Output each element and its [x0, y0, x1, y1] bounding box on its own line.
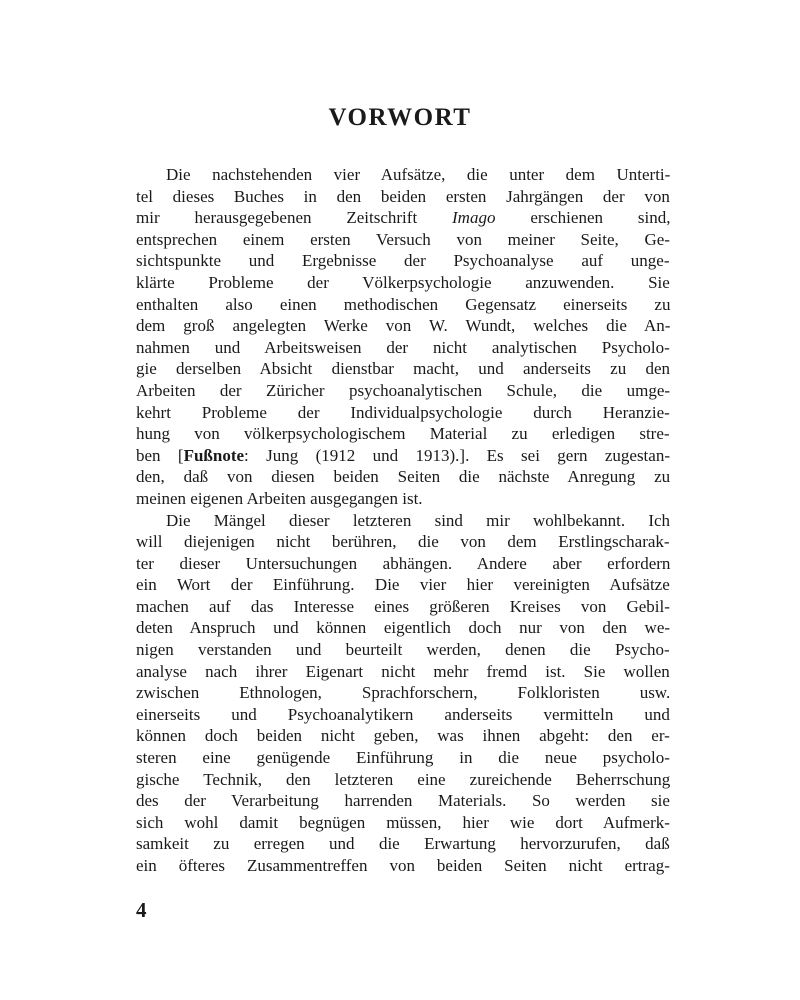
text-line: kehrt Probleme der Individualpsychologie durch Heranzie- — [136, 402, 670, 422]
text-line: ben [Fußnote: Jung (1912 und 1913).]. Es sei gern zugestan- — [136, 445, 670, 465]
text-line: samkeit zu erregen und die Erwartung hervorzurufen, daß — [136, 834, 670, 854]
text-line: nigen verstanden und beurteilt werden, denen die Psycho- — [136, 640, 670, 660]
text-line: mir herausgegebenen Zeitschrift Imago erschienen sind, — [136, 208, 671, 228]
text-line: Arbeiten der Züricher psychoanalytischen Schule, die umge- — [136, 380, 671, 400]
text-line: gische Technik, den letzteren eine zureichende Beherrschung — [136, 769, 671, 789]
page-title: VORWORT — [328, 104, 472, 131]
text-line: ter dieser Untersuchungen abhängen. Andere aber erfordern — [136, 553, 671, 573]
text-line: entsprechen einem ersten Versuch von meiner Seite, Ge- — [136, 229, 670, 249]
text-line: ein Wort der Einführung. Die vier hier vereinigten Aufsätze — [136, 575, 670, 595]
text-line: ein öfteres Zusammentreffen von beiden Seiten nicht ertrag- — [136, 856, 670, 875]
text-line: dem groß angelegten Werke von W. Wundt, welches die An- — [136, 316, 671, 336]
text-line: sich wohl damit begnügen müssen, hier wie dort Aufmerk- — [136, 812, 670, 832]
text-line: meinen eigenen Arbeiten ausgegangen ist. — [136, 488, 423, 508]
text-line: sichtspunkte und Ergebnisse der Psychoanalyse auf unge- — [136, 251, 670, 271]
text-line: den, daß von diesen beiden Seiten die nächste Anregung zu — [136, 467, 671, 487]
italic-title-imago: Imago — [452, 208, 496, 228]
text-line: tel dieses Buches in den beiden ersten Jahrgängen der von — [136, 186, 670, 206]
text-line: klärte Probleme der Völkerpsychologie anzuwenden. Sie — [136, 272, 670, 292]
text-line: hung von völkerpsychologischem Material zu erledigen stre- — [136, 424, 670, 444]
body-text — [136, 164, 670, 877]
text-line: will diejenigen nicht berühren, die von dem Erstlingscharak- — [136, 532, 670, 552]
text-line: nahmen und Arbeitsweisen der nicht analytischen Psycholo- — [136, 337, 670, 357]
text-line: gie derselben Absicht dienstbar macht, und anderseits zu den — [136, 359, 671, 379]
text-line: deten Anspruch und können eigentlich doch nur von den we- — [136, 618, 671, 638]
text-line: Die Mängel dieser letzteren sind mir wohlbekannt. Ich — [166, 510, 671, 530]
footnote-label: Fußnote — [183, 445, 245, 465]
text-line: des der Verarbeitung harrenden Materials. So werden sie — [136, 791, 670, 811]
text-line: können doch beiden nicht geben, was ihnen abgeht: den er- — [136, 726, 670, 746]
text-line: Die nachstehenden vier Aufsätze, die unter dem Unterti- — [166, 165, 671, 184]
text-line: analyse nach ihrer Eigenart nicht mehr fremd ist. Sie wollen — [136, 661, 670, 681]
text-line: machen auf das Interesse eines größeren Kreises von Gebil- — [136, 596, 670, 616]
page-number: 4 — [136, 898, 147, 922]
text-line: zwischen Ethnologen, Sprachforschern, Folkloristen usw. — [136, 683, 671, 703]
text-line: einerseits und Psychoanalytikern anderseits vermitteln und — [136, 704, 670, 724]
text-line: enthalten also einen methodischen Gegensatz einerseits zu — [136, 294, 671, 314]
text-line: steren eine genügende Einführung in die neue psycholo- — [136, 748, 670, 768]
